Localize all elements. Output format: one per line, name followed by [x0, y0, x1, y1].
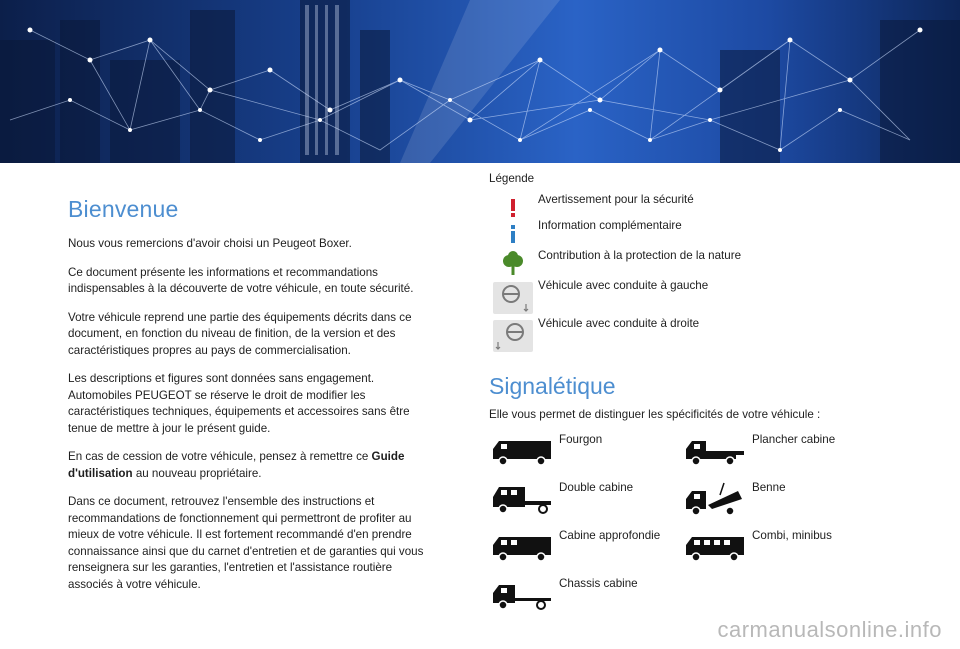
- legend-label: Information complémentaire: [538, 219, 682, 232]
- legend-item-nature: [489, 247, 869, 279]
- left-hand-drive-icon: [489, 282, 537, 314]
- vehicle-label: Fourgon: [559, 433, 603, 446]
- minibus-icon: [682, 529, 748, 565]
- paragraph-cession: [68, 449, 440, 482]
- legend-item-lhd: [489, 279, 869, 317]
- paragraph-thanks: Nous vous remercions d'avoir choisi un Peugeot Boxer.: [68, 237, 352, 250]
- double-cab-icon: [489, 481, 555, 517]
- info-icon: [489, 225, 537, 243]
- paragraph-instructions: Dans ce document, retrouvez l'ensemble des instructions et recommandations de fonctionnement qui permettront de profiter au mieux de votre véhicule. Il est fortement recommandé d'en prendre connaissance ainsi que du carnet d'entretien et de garanties qui vous renseignera sur les garanties, l'entretien et l'assistance routière associés à votre véhicule.: [68, 495, 424, 591]
- paragraph-document: Ce document présente les informations et recommandations indispensables à la découverte de votre véhicule, en toute sécurité.: [68, 265, 414, 295]
- vehicle-item-fourgon: [489, 433, 602, 469]
- legend-label: Avertissement pour la sécurité: [538, 193, 694, 206]
- vehicle-item-combi-minibus: [682, 529, 832, 565]
- paragraph-disclaimer: Les descriptions et figures sont données sans engagement. Automobiles PEUGEOT se réserve le droit de modifier les caractéristiques techniques, équipements et accessoires sans être tenue de mettre à jour le présent guide.: [68, 372, 410, 435]
- vehicle-label: Cabine approfondie: [559, 529, 661, 542]
- chassis-cab-icon: [489, 577, 555, 613]
- vehicle-item-double-cabine: [489, 481, 633, 517]
- legend-item-rhd: [489, 317, 869, 355]
- exclamation-icon: [489, 199, 537, 217]
- cession-text-end: au nouveau propriétaire.: [132, 466, 262, 480]
- legend-label: Véhicule avec conduite à droite: [538, 317, 700, 330]
- vehicle-label: Plancher cabine: [752, 433, 836, 446]
- page-title: Bienvenue: [68, 196, 179, 222]
- vehicle-item-benne: [682, 481, 786, 517]
- platform-cab-icon: [682, 433, 748, 469]
- signaletique-intro: Elle vous permet de distinguer les spécificités de votre véhicule :: [489, 408, 821, 421]
- guide-name: Guide d'utilisation: [68, 450, 405, 480]
- tipper-icon: [682, 481, 748, 517]
- van-icon: [489, 433, 555, 469]
- right-hand-drive-icon: [489, 320, 537, 352]
- vehicle-label: Benne: [752, 481, 786, 494]
- welcome-section: [68, 196, 440, 605]
- vehicle-item-cabine-approfondie: [489, 529, 660, 565]
- section-title-signaletique: Signalétique: [489, 373, 616, 399]
- header-banner-image: [0, 0, 960, 163]
- cession-text-start: En cas de cession de votre véhicule, pensez à remettre ce: [68, 450, 372, 463]
- vehicle-item-chassis-cabine: [489, 577, 638, 613]
- vehicle-types-grid: [489, 433, 869, 633]
- tree-icon: [489, 251, 537, 275]
- vehicle-label: Chassis cabine: [559, 577, 638, 590]
- vehicle-item-plancher-cabine: [682, 433, 835, 469]
- legend-label: Véhicule avec conduite à gauche: [538, 279, 709, 292]
- legend-section: [489, 172, 869, 633]
- watermark-text: carmanualsonline.info: [717, 617, 942, 642]
- vehicle-label: Double cabine: [559, 481, 634, 494]
- deep-cab-van-icon: [489, 529, 555, 565]
- vehicle-label: Combi, minibus: [752, 529, 832, 542]
- legend-item-warning: [489, 195, 869, 221]
- legend-item-info: [489, 221, 869, 247]
- paragraph-equipment: Votre véhicule reprend une partie des équipements décrits dans ce document, en fonction du niveau de finition, de la version et des caractéristiques propres au pays de commercialisation.: [68, 310, 412, 357]
- legend-title: Légende: [489, 172, 535, 185]
- network-city-illustration: [0, 0, 960, 163]
- legend-label: Contribution à la protection de la nature: [538, 249, 742, 262]
